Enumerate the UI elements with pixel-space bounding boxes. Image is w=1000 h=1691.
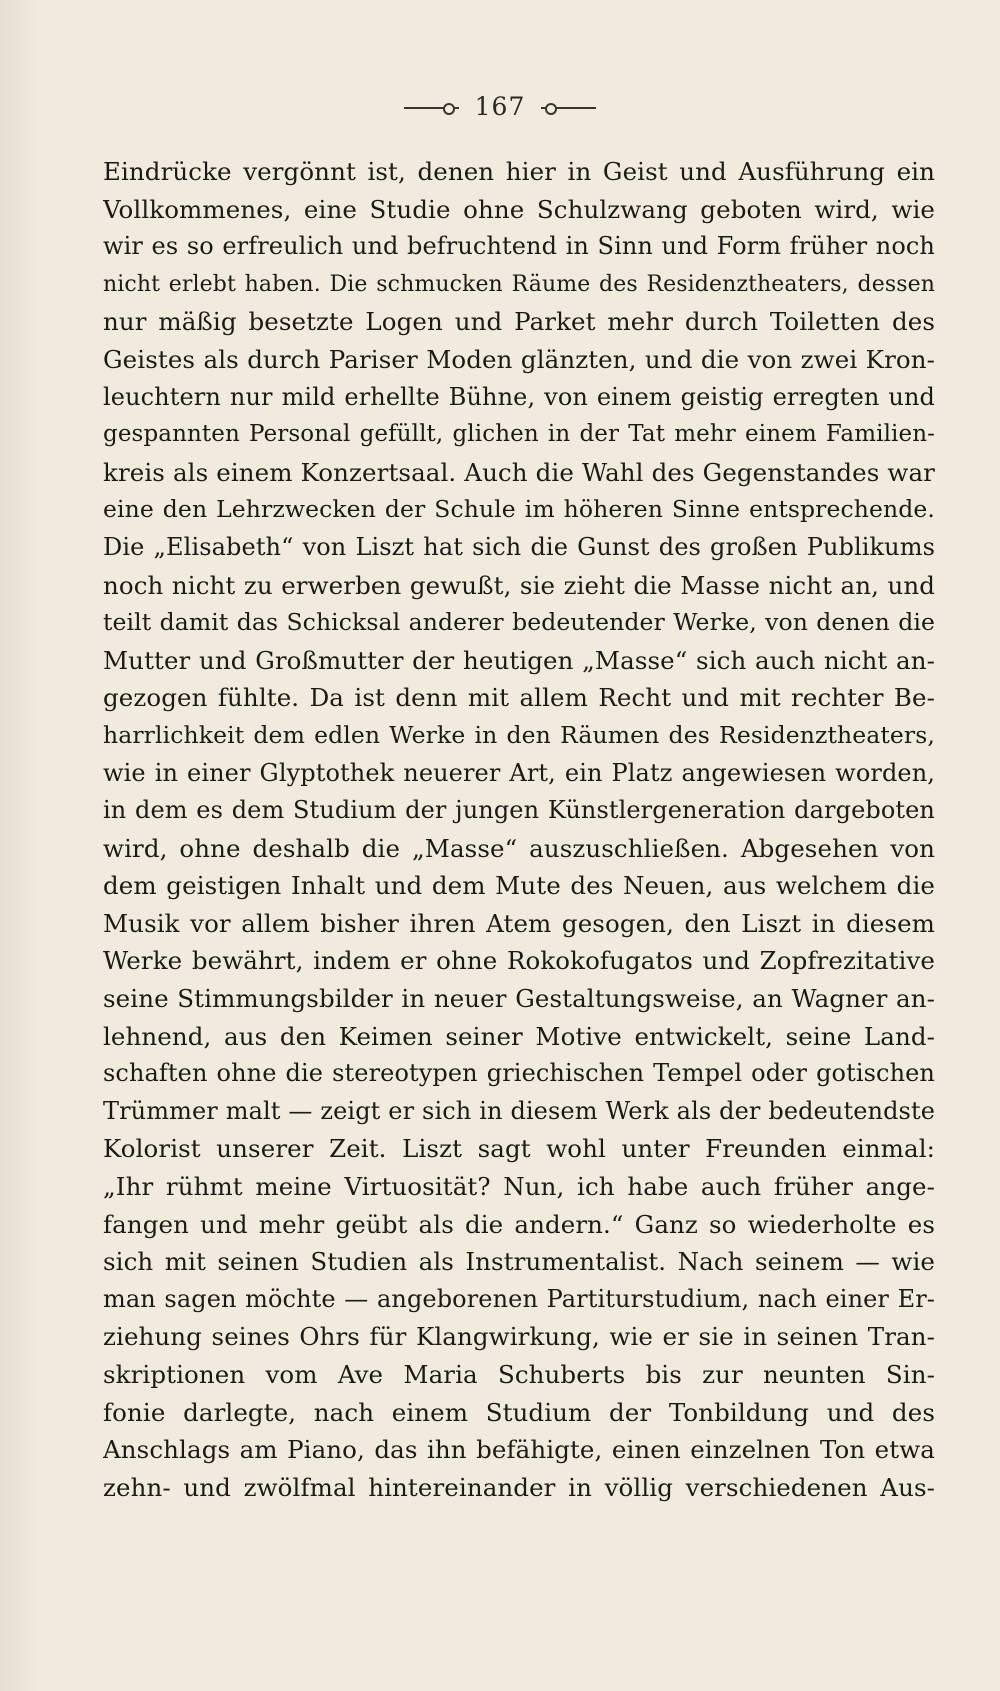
page-edge-shadow <box>0 0 40 1691</box>
text-line: Die „Elisabeth“ von Liszt hat sich die Gunst des großen Publikums <box>103 532 935 561</box>
text-line: Eindrücke vergönnt ist, denen hier in Geist und Ausführung ein <box>103 157 935 186</box>
text-line: man sagen möchte — angeborenen Partiturstudium, nach einer Er- <box>103 1284 935 1313</box>
text-line: zehn- und zwölfmal hintereinander in völlig verschiedenen Aus- <box>103 1472 935 1502</box>
text-line: Kolorist unserer Zeit. Liszt sagt wohl unter Freunden einmal: <box>103 1134 935 1164</box>
text-line: „Ihr rühmt meine Virtuosität? Nun, ich habe auch früher ange- <box>103 1172 935 1202</box>
text-line: Anschlags am Piano, das ihn befähigte, einen einzelnen Ton etwa <box>103 1435 935 1465</box>
text-line: ziehung seines Ohrs für Klangwirkung, wie er sie in seinen Tran- <box>103 1322 935 1352</box>
text-line: schaften ohne die stereotypen griechischen Tempel oder gotischen <box>103 1059 935 1088</box>
text-line: seine Stimmungsbilder in neuer Gestaltungsweise, an Wagner an- <box>103 984 935 1014</box>
body-text <box>103 153 935 1506</box>
text-line: sich mit seinen Studien als Instrumentalist. Nach seinem — wie <box>103 1247 935 1277</box>
text-line: gezogen fühlte. Da ist denn mit allem Recht und mit rechter Be- <box>103 683 935 713</box>
text-line: wir es so erfreulich und befruchtend in Sinn und Form früher noch <box>103 232 935 261</box>
text-line: Geistes als durch Pariser Moden glänzten, und die von zwei Kron- <box>103 344 935 374</box>
text-line: nicht erlebt haben. Die schmucken Räume des Residenztheaters, dessen <box>103 271 935 297</box>
text-line: dem geistigen Inhalt und dem Mute des Neuen, aus welchem die <box>103 871 935 901</box>
text-line: eine den Lehrzwecken der Schule im höheren Sinne entsprechende. <box>103 495 935 524</box>
text-line: nur mäßig besetzte Logen und Parket mehr durch Toiletten des <box>103 307 935 337</box>
page-header <box>0 92 1000 121</box>
text-line: harrlichkeit dem edlen Werke in den Räumen des Residenztheaters, <box>103 720 935 749</box>
text-line: lehnend, aus den Keimen seiner Motive entwickelt, seine Land- <box>103 1021 935 1051</box>
text-line: kreis als einem Konzertsaal. Auch die Wahl des Gegenstandes war <box>103 457 935 487</box>
ornament-right-icon <box>541 100 596 114</box>
ornament-left-icon <box>404 100 459 114</box>
text-line: noch nicht zu erwerben gewußt, sie zieht die Masse nicht an, und <box>103 570 935 600</box>
text-line: skriptionen vom Ave Maria Schuberts bis zur neunten Sin- <box>103 1360 935 1389</box>
text-line: teilt damit das Schicksal anderer bedeutender Werke, von denen die <box>103 608 935 637</box>
text-line: in dem es dem Studium der jungen Künstlergeneration dargeboten <box>103 796 935 825</box>
text-line: Werke bewährt, indem er ohne Rokokofugatos und Zopfrezitative <box>103 946 935 976</box>
page-number: 167 <box>474 92 526 121</box>
text-line: wird, ohne deshalb die „Masse“ auszuschließen. Abgesehen von <box>103 833 935 863</box>
text-line: Trümmer malt — zeigt er sich in diesem Werk als der bedeutendste <box>103 1096 935 1125</box>
text-line: Musik vor allem bisher ihren Atem gesogen, den Liszt in diesem <box>103 908 935 938</box>
text-line: leuchtern nur mild erhellte Bühne, von einem geistig erregten und <box>103 382 935 411</box>
text-line: wie in einer Glyptothek neuerer Art, ein Platz angewiesen worden, <box>103 758 935 787</box>
text-line: Mutter und Großmutter der heutigen „Masse“ sich auch nicht an- <box>103 645 935 675</box>
text-line: fonie darlegte, nach einem Studium der Tonbildung und des <box>103 1397 935 1427</box>
text-line: gespannten Personal gefüllt, glichen in der Tat mehr einem Familien- <box>103 421 935 448</box>
text-line: Vollkommenes, eine Studie ohne Schulzwang geboten wird, wie <box>103 194 935 224</box>
text-line: fangen und mehr geübt als die andern.“ Ganz so wiederholte es <box>103 1209 935 1239</box>
